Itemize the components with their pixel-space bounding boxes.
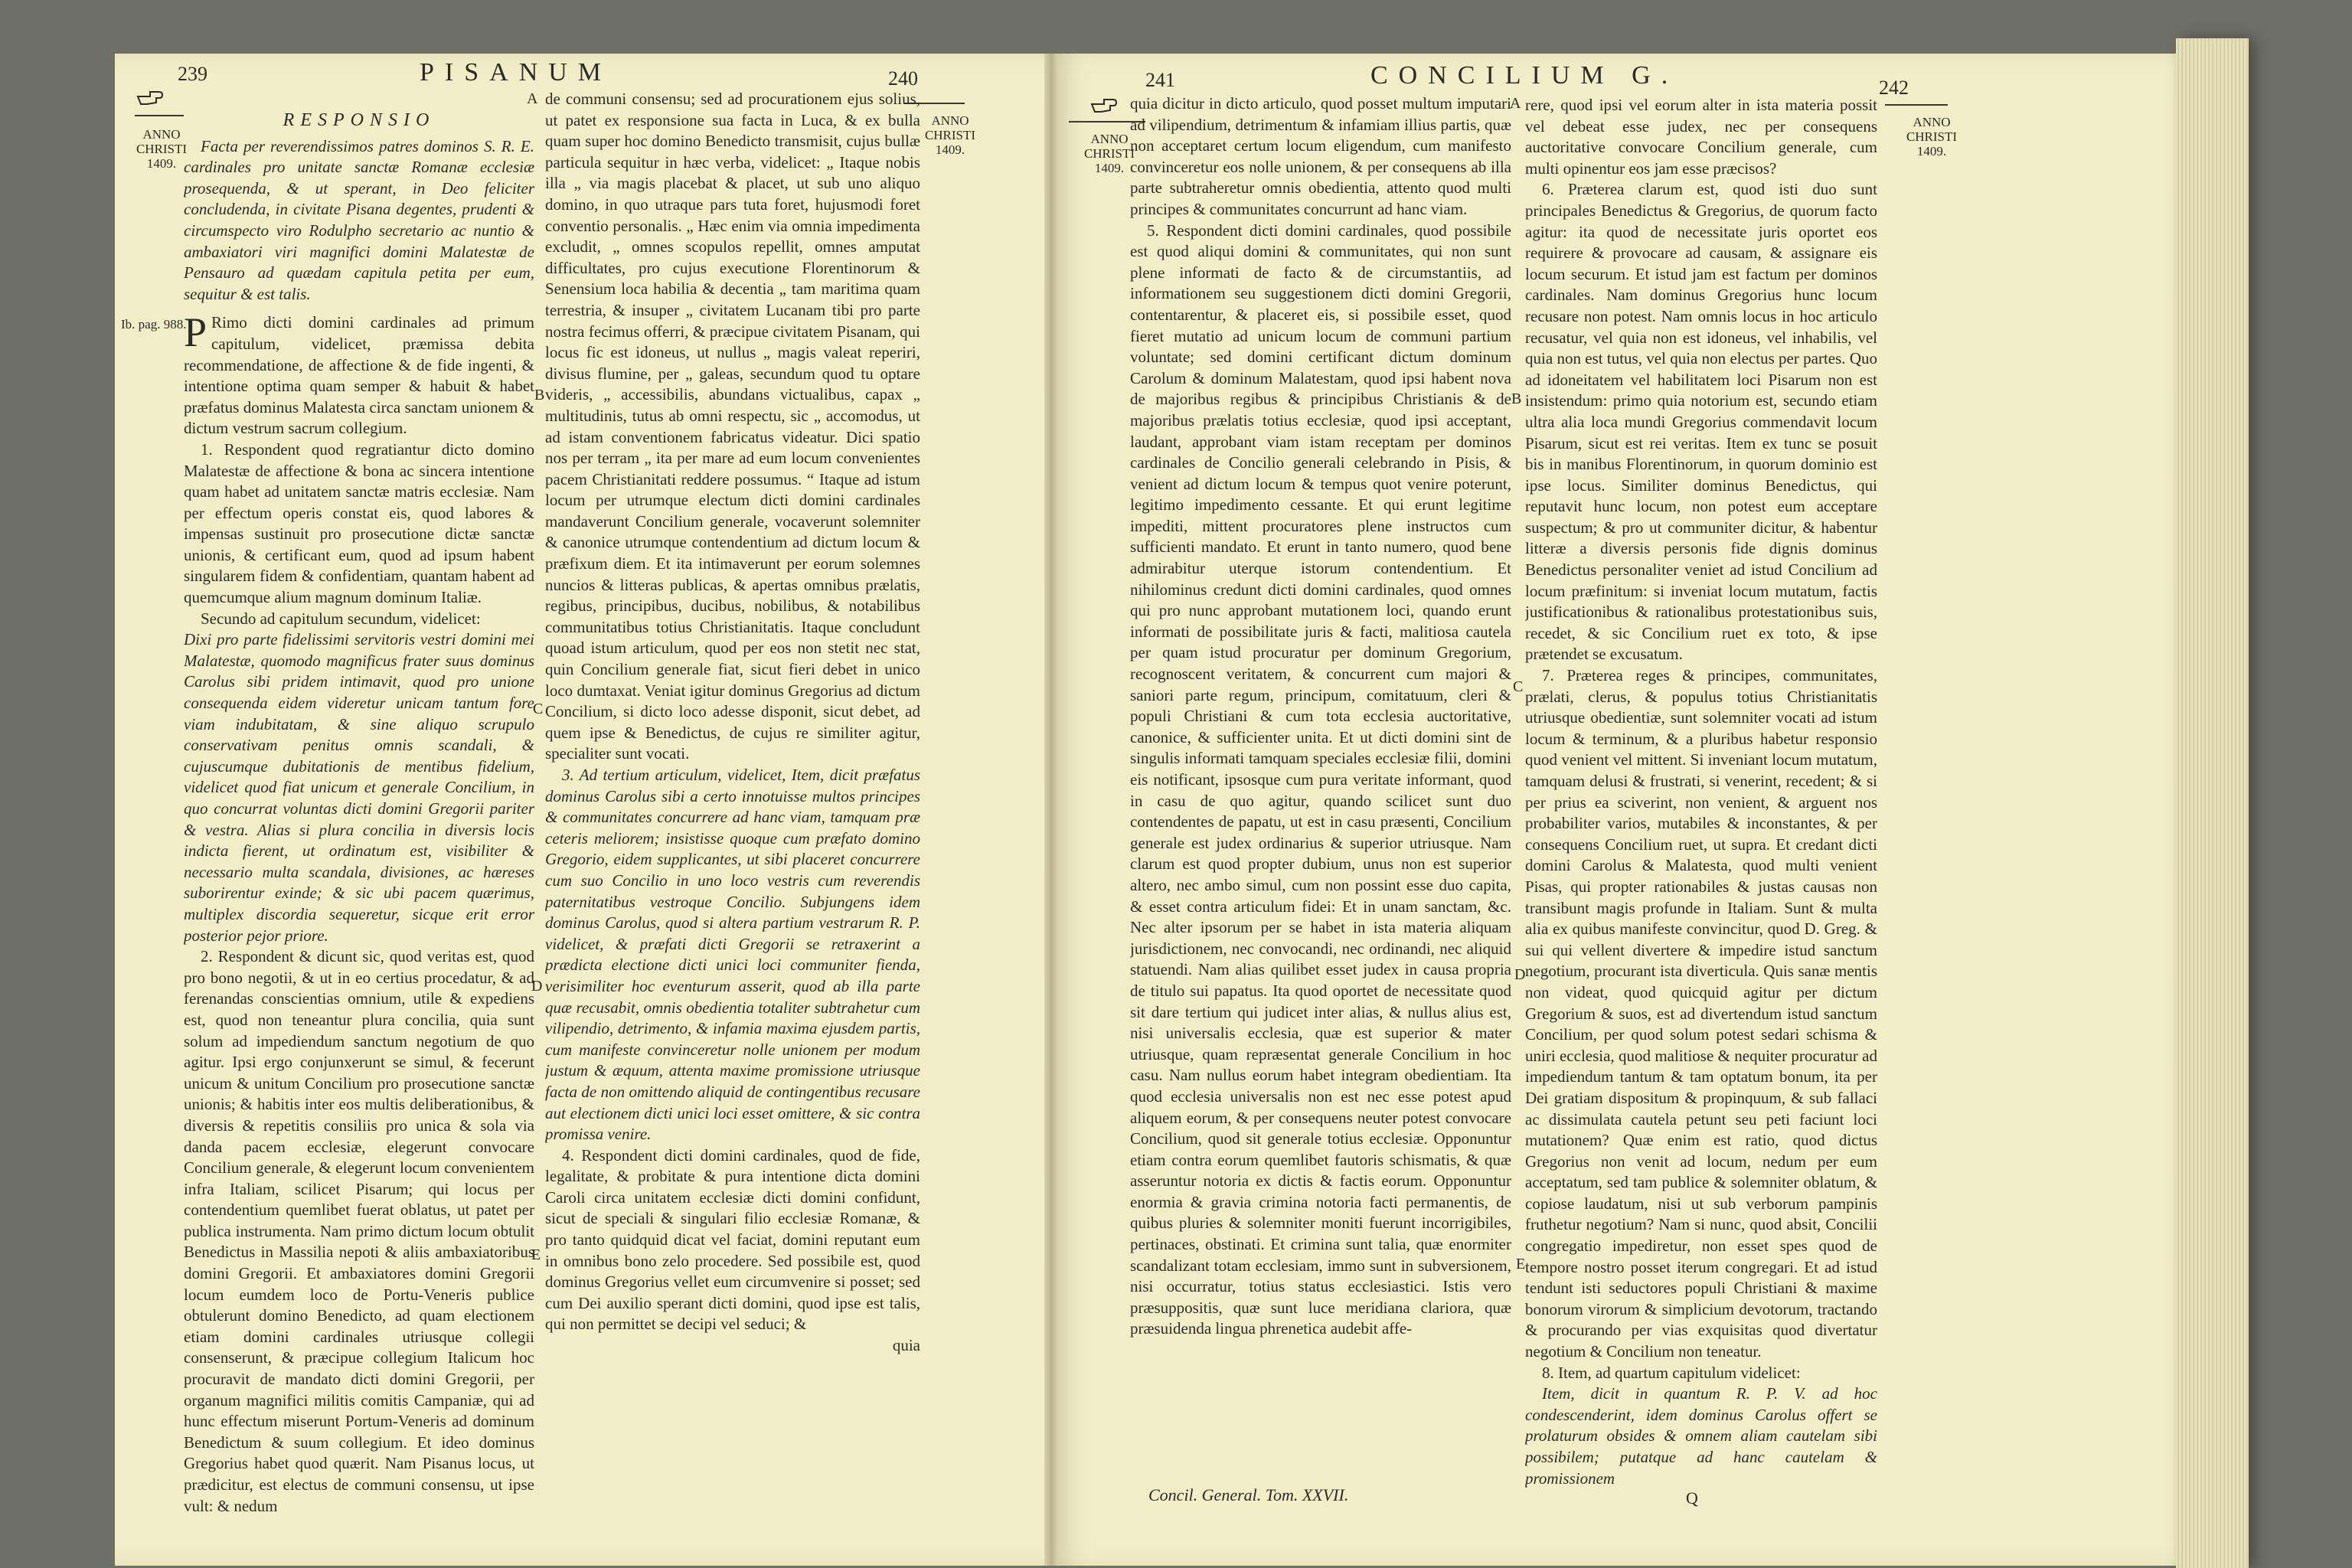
paragraph: 8. Item, ad quartum capitulum videlicet: [1542, 1363, 1801, 1382]
right-page-column-1 [1130, 93, 1511, 1494]
running-title-left: PISANUM [420, 58, 612, 87]
page-number-242: 242 [1879, 77, 1909, 99]
page-number-239: 239 [178, 63, 207, 85]
book-page-edges [2176, 38, 2249, 1568]
paragraph: rere, quod ipsi vel eorum alter in ista materia possit vel debeat esse judex, nec per consequens auctoritative convocare Concilium generale, cum multi opinentur eos jam esse præcisos? [1525, 96, 1877, 178]
section-letter-e: E [1516, 1256, 1526, 1272]
first-paragraph [184, 309, 534, 439]
page-number-240: 240 [888, 67, 918, 90]
paragraph: 6. Præterea clarum est, quod isti duo sunt principales Benedictus & Gregorius, de quorum facto agitur: ita quod de necessitate juris oportet eos requirere & provocare ad causam, & assignare eis locum securum. Et istud jam est factum per dominos cardinales. Nam dominus Gregorius hunc locum recusare non potest. Nam omnis locus in hoc articulo recusatur, vel quia non est idoneus, vel inhabilis, vel quia non est tutus, vel quia non electus per partes. Quo ad idoneitatem vel habilitatem loci Pisarum non est insistendum: primo quia notorium est, secundo etiam ultra alia loca mundi Gregorius commendavit locum Pisarum, sicut est rei veritas. Item ex tunc se posuit bis in manibus Florentinorum, in quorum dominio est ipse locus. Similiter dominus Benedictus, qui reputavit hunc locum, non potest eum acceptare suspectum; & pro ut communiter dicitur, & habentur litteræ a diversis personis fide dignis dominus Benedictus personaliter veniet ad istud Concilium ad locum præfinitum: si inveniat locum mutatum, factis justificationibus & rationalibus protestationibus suis, recedet, & sic Concilium ruet ex toto, & ipse prætendet se excusatum. [1525, 180, 1877, 664]
paragraph: 7. Præterea reges & principes, communitates, prælati, clerus, & populus totius Christianitatis utriusque obedientiæ, sunt solemniter vocati ad istum locum & terminum, & a pluribus habetur responsio quod venient vel mittent. Si inveniant locum mutatum, tamquam delusi & frustrati, si venerint, recedent; & si per prius ea sciverint, non venient, & arguent nos probabiliter varios, mutabiles & inconstantes, & per consequens Concilium ruet, ut supra. Et credant dicti domini Carolus & Malatesta, quod multi venient Pisas, qui propter rationabiles & justas causas non transibunt magis profunde in Italiam. Sunt & multa alia ex quibus manifeste convincitur, quod D. Greg. & sui qui vellent divertere & impedire istud sanctum negotium, procurant ista diverticula. Quis sanæ mentis non videat, quod quicquid agitur per dictum Gregorium & suos, est ad divertendum istud sanctum Concilium, per quod solum potest sedari schisma & uniri ecclesia, quod malitiose & nequiter procuratur ad impediendum tantum & tam optatum bonum, ita per Dei gratiam dispositum & propinquum, & sub fallaci ac dissimulata cautela petunt seu peti faciunt loci mutationem? Quæ enim est ratio, quod dictus Gregorius non venit ad locum, nedum per eum acceptatum, sed tam publice & solemniter oblatum, & copiose laudatum, nisi ut sub verborum pampinis fruthetur negotium? Nam si nunc, quod absit, Concilii congregatio impediretur, non esset spes quod de tempore nostro posset iterum congregari. Et ad istud tendunt isti seductores populi Christiani & maxime bonorum virorum & simplicium devotorum, tractando & procurando per vias exquisitas quod divertatur negotium & Concilium non teneatur. [1525, 666, 1877, 1361]
volume-footer: Concil. General. Tom. XXVII. [1148, 1485, 1349, 1504]
signature-mark: Q [1686, 1488, 1698, 1508]
paragraph: Secundo ad capitulum secundum, videlicet: [201, 609, 481, 628]
right-page-column-2 [1525, 95, 1877, 1505]
section-letter-b: B [534, 387, 545, 403]
section-letter-a: A [527, 90, 538, 107]
page-number-241: 241 [1145, 69, 1175, 91]
quoted-paragraph: Item, dicit in quantum R. P. V. ad hoc condescenderint, idem dominus Carolus offert se prolaturum obsides & omnem aliam cautelam sibi possibilem; putatque ad hanc cautelam & promissionem [1525, 1384, 1877, 1488]
section-letter-c: C [1513, 678, 1524, 695]
quoted-paragraph: 3. Ad tertium articulum, videlicet, Item, dicit præfatus dominus Carolus sibi a certo innotuisse multos principes & communitates concurrere ad hanc viam, tamquam præ ceteris meliorem; insistisse quoque cum præfato domino Gregorio, eidem supplicantes, ut sibi placeret concurrere cum suo Concilio in uno loco vestris cum reverendis paternitatibus vestroque Concilio. Subjungens idem dominus Carolus, quod si altera partium vestrarum R. P. videlicet, & præfati dicti Gregorii se retraxerint a prædicta electione dicti unici loci communiter fienda, verisimiliter hoc eventurum asserit, quod ab illa parte quæ recusabit, omnis obedientia totaliter subtrahetur cum vilipendio, detrimento, & infamia maxima ejusdem partis, cum manifeste convinceretur nolle unionem per modum justum & æquum, attenta maxime promissione utriusque facta de non omittendo aliquid de contingentibus recusare aut electionem dicti unici loci esset omittere, & sic contra promissa venire. [545, 766, 920, 1144]
paragraph-text: Rimo dicti domini cardinales ad primum capitulum, videlicet, præmissa debita recommendatione, de affectione & de fide ingenti, & intentione optima quam semper & habuit & habet præfatus dominus Malatesta circa sanctam unionem & dictum vestrum sacrum collegium. [184, 313, 534, 438]
margin-label-anno-christi-2: ANNO CHRISTI 1409. [1906, 115, 1958, 158]
section-letter-d: D [1514, 966, 1526, 983]
paragraph: de communi consensu; sed ad procurationem ejus solius, ut patet ex responsione sua facta in Luca, & ex bulla quam super hoc domino Benedicto transmisit, cujus bullæ particula sequitur in hæc verba, videlicet: „ Itaque nobis illa „ via magis placebat & placet, ut sub uno aliquo domino, in quo utraque pars tuta foret, hujusmodi foret conventio personalis. „ Hæc enim via omnia impedimenta excludit, „ omnes scopulos repellit, omnes amputat difficultates, pro cujus executione Florentinorum & Senensium loca habilia & decentia „ tam maritima quam terrestria, & insuper „ civitatem Lucanam tibi pro parte nostra fecimus offerri, & præcipue civitatem Pisanam, qui locus fic est idoneus, ut nullus „ magis valeat reperiri, divisus flumine, per „ galeas, secundum quod tu optare videris, „ accessibilis, abundans victualibus, capax „ multitudinis, tutus ab omni respectu, sic „ accomodus, ut ad istam conventionem fabricatus videatur. Dici spatio nos per terram „ ita per mare ad eum locum convenientes pacem Christianitati reddere possumus. “ Itaque ad istum locum per utrumque electum dicti domini cardinales mandaverunt Concilium generale, vocaverunt solemniter & canonice utrumque contendentium ad dictum locum & præfixum diem. Et ita intimaverunt per eorum solemnes nuncios & litteras publicas, & apertas omnibus prælatis, regibus, principibus, ducibus, nobilibus, & notabilibus communitatibus totius Christianitatis. Itaque concludunt quoad istum articulum, quod per eos non stetit nec stat, quin Concilium generale fiat, sicut fieri debet in unico loco dumtaxat. Veniat igitur dominus Gregorius ad dictum Concilium, si dicto loco adesse disponit, sicut debet, ad quem ipse & Benedictus, de cujus re similiter agitur, specialiter sunt vocati. [545, 90, 920, 763]
paragraph: quia dicitur in dicto articulo, quod posset multum imputari ad vilipendium, detrimentum & infamiam illius partis, quæ non acceptaret certum locum eligendum, cum manifesto convinceretur eos nolle unionem, & per consequens ab illa parte subtraheretur omnis obedientia, attento quod multi principes & communitates concurrunt ad hanc viam. [1130, 94, 1511, 218]
drop-cap-letter: P [184, 309, 207, 356]
left-page-column-1 [184, 107, 534, 1517]
paragraph: 2. Respondent & dicunt sic, quod veritas est, quod pro bono negotii, & ut in eo certius procedatur, & ad ferenandas conscientias omnium, utile & expediens est, quod non teneantur plura concilia, quia sunt solum ad impediendum sanctum negotium de quo agitur. Ipsi ergo conjunxerunt se simul, & fecerunt unicum & unitum Concilium pro prosecutione sanctæ unionis; & habitis inter eos multis deliberationibus, & diversis & repetitis consiliis pro unica & sola via danda pacem ecclesiæ, elegerunt convocare Concilium generale, & elegerunt locum convenientem infra Italiam, scilicet Pisarum; qui locus per contendentium quemlibet fuerat oblatus, ut patet per publica instrumenta. Nam primo dictum locum obtulit Benedictus in Massilia nepoti & aliis ambaxiatoribus domini Gregorii. Et ambaxiatores domini Gregorii locum eumdem loco de Portu-Veneris publice obtulerunt domino Benedicto, ad quam electionem etiam domini cardinales utriusque collegii consenserunt, & præcipue collegium Italicum hoc procuravit de mandato dicti domini Gregorii, per organum magnifici militis comitis Campaniæ, qui ad hunc effectum miserunt Portum-Veneris ad dominum Benedictum & suum collegium. Et ideo dominus Gregorius habet quod quærit. Nam Pisanus locus, ut prædicitur, est electus de communi consensu, ut ipse vult: & nedum [184, 947, 534, 1515]
response-intro: Facta per reverendissimos patres dominos S. R. E. cardinales pro unitate sanctæ Romanæ ecclesiæ prosequenda, & ut sperant, in Deo feliciter concludenda, in civitate Pisana degentes, prudenti & circumspecto viro Rodulpho secretario ac nuntio & ambaxiatori viri magnifici domini Malatestæ de Pensauro ad quædam capitula petita per eum, sequitur & est talis. [184, 136, 534, 303]
book-gutter [1044, 54, 1058, 1566]
margin-rule [135, 115, 184, 116]
section-letter-a: A [1510, 95, 1521, 112]
margin-label-anno-christi-2: ANNO CHRISTI 1409. [924, 113, 976, 157]
pointing-hand-icon [1090, 95, 1118, 115]
section-letter-d: D [531, 978, 543, 995]
side-reference: Ib. pag. 988. [121, 317, 187, 332]
response-heading: RESPONSIO [283, 110, 436, 130]
paragraph: 5. Respondent dicti domini cardinales, quod possibile est quod aliqui domini & communitates, qui non sunt plene informati de facto & de circumstantiis, ad informationem seu suggestionem dicti domini Gregorii, contentarentur, & placeret eis, si possibile esset, quod fieret mutatio ad unicum locum de communi partium voluntate; sed domini certificant dictum dominum Carolum & dominum Malatestam, quod ipsi habent nova de majoribus regibus & principibus Christianis & de majoribus prælatis totius ecclesiæ, quod ipsi acceptant, laudant, approbant viam istam receptam per dominos cardinales de Concilio generali celebrando in Pisis, & venient ad dictum locum & tempus quot venire poterunt, legitimo impedimento cessante. Et qui erunt legitime impediti, mittent procuratores plene instructos cum sufficienti mandato. Et erunt in tanto numero, quod bene admirabitur uterque istorum contendentium. Et nihilominus credunt dicti domini cardinales, quod omnes qui pro nunc approbant mutationem loci, quando erunt informati de possibilitate juris & facti, malitiosa cautela per quam istud procuratur per dominum Gregorium, recognoscent veritatem, & concurrent cum majori & saniori parte regum, principum, comitatuum, cleri & populi Christiani & cum tota ecclesia auctoritative, canonice, & sufficienter unita. Et ut dicti domini sint de singulis informati tamquam speciales ecclesiæ filii, domini eis notificant, ipsosque cum pura veritate informant, quod in casu de quo agitur, quando scilicet sunt duo contendentes de papatu, ut est in casu præsenti, Concilium generale est judex ordinarius & superior utriusque. Nam clarum est quod propter dubium, unus non est superior altero, nec ambo simul, cum non possint esse duo capita, & esset contra articulum fidei: Et in unam sanctam, &c. Nec alter ipsorum per se habet in ista materia aliquam jurisdictionem, nec convocandi, nec ordinandi, nec aliquid statuendi. Nam alias quilibet esset judex in causa propria de titulo sui papatus. Ita quod oportet de necessitate quod sit dare tertium qui judicet inter alias, & nullus alius est, nisi universalis ecclesia, quæ est superior & mater utriusque, quam repræsentat generale Concilium in hoc casu. Nam nullus eorum habet integram obedientiam. Ita quod ecclesia universalis non est nec esse potest apud aliquem eorum, & per consequens neuter potest convocare Concilium, quod sit generale totius ecclesiæ. Opponuntur etiam contra eorum quemlibet fautoris schismatis, & quæ asseruntur notoria ex dictis & factis eorum. Opponuntur enormia & gravia crimina notoria facti permanentis, de quibus pluries & solemniter moniti fuerunt incorrigibiles, pertinaces, obstinati. Et crimina sunt talia, quæ enormiter scandalizant totam ecclesiam, immo sunt in subversionem, nisi occurratur, totius status ecclesiastici. Istis vero præsuppositis, quæ sunt luce meridiana clariora, quæ præsuidenda lingua phrenetica audebit affe- [1130, 220, 1511, 1338]
paragraph: 1. Respondent quod regratiantur dicto domino Malatestæ de affectione & bona ac sincera intentione quam habet ad unitatem sanctæ matris ecclesiæ. Nam per effectum operis constat eis, quod labores & impensas sustinuit pro prosecutione dictæ sanctæ unionis, & certificant eum, quod ad ipsum habent singularem fidem & confidentiam, quantam habent ad quemcumque alium magnum dominum Italiæ. [184, 439, 534, 607]
section-letter-b: B [1511, 390, 1522, 407]
paragraph: 4. Respondent dicti domini cardinales, quod de fide, legalitate, & probitate & pura intentione dicta domini Caroli circa unitatem ecclesiæ dicti domini confidunt, sicut de speciali & singulari filio ecclesiæ Romanæ, & pro tanto quidquid dicat vel faciat, domini reputant eum in omnibus bono zelo procedere. Sed possibile est, quod dominus Gregorius vellet eum circumvenire si posset; sed cum Dei auxilio sperant dicti domini, quod ipse est talis, qui non permittet se decipi vel seduci; & [545, 1145, 920, 1334]
section-letter-e: E [531, 1246, 541, 1263]
margin-label-anno-christi: ANNO CHRISTI 1409. [136, 127, 188, 171]
pointing-hand-icon [136, 87, 164, 107]
margin-rule [1885, 104, 1948, 106]
quoted-paragraph: Dixi pro parte fidelissimi servitoris vestri domini mei Malatestæ, quomodo magnificus frater suus dominus Carolus sibi pridem intimavit, quod pro unione consequenda eidem videretur unicam tantum fore viam indubitatam, & sine aliquo scrupulo conservativam penitus omnis scandali, & cujuscumque dubitationis de mentibus fidelium, videlicet quod fiat unicum et generale Concilium, in quo concurrat voluntas dicti domini Gregorii pariter & vestra. Alias si plura concilia in diversis locis indicta fierent, ut ordinatum est, visibiliter & necessario multa scandala, divisiones, ac hæreses suborirentur exinde; & sic ubi pacem quærimus, multiplex discordia sequeretur, sicque erit error posterior pejor priore. [184, 630, 534, 945]
margin-label-anno-christi: ANNO CHRISTI 1409. [1083, 132, 1135, 175]
catchword: quia [892, 1336, 920, 1355]
section-letter-c: C [533, 701, 544, 717]
left-page-column-2 [545, 89, 920, 1517]
running-title-right: CONCILIUM G. [1370, 61, 1679, 90]
